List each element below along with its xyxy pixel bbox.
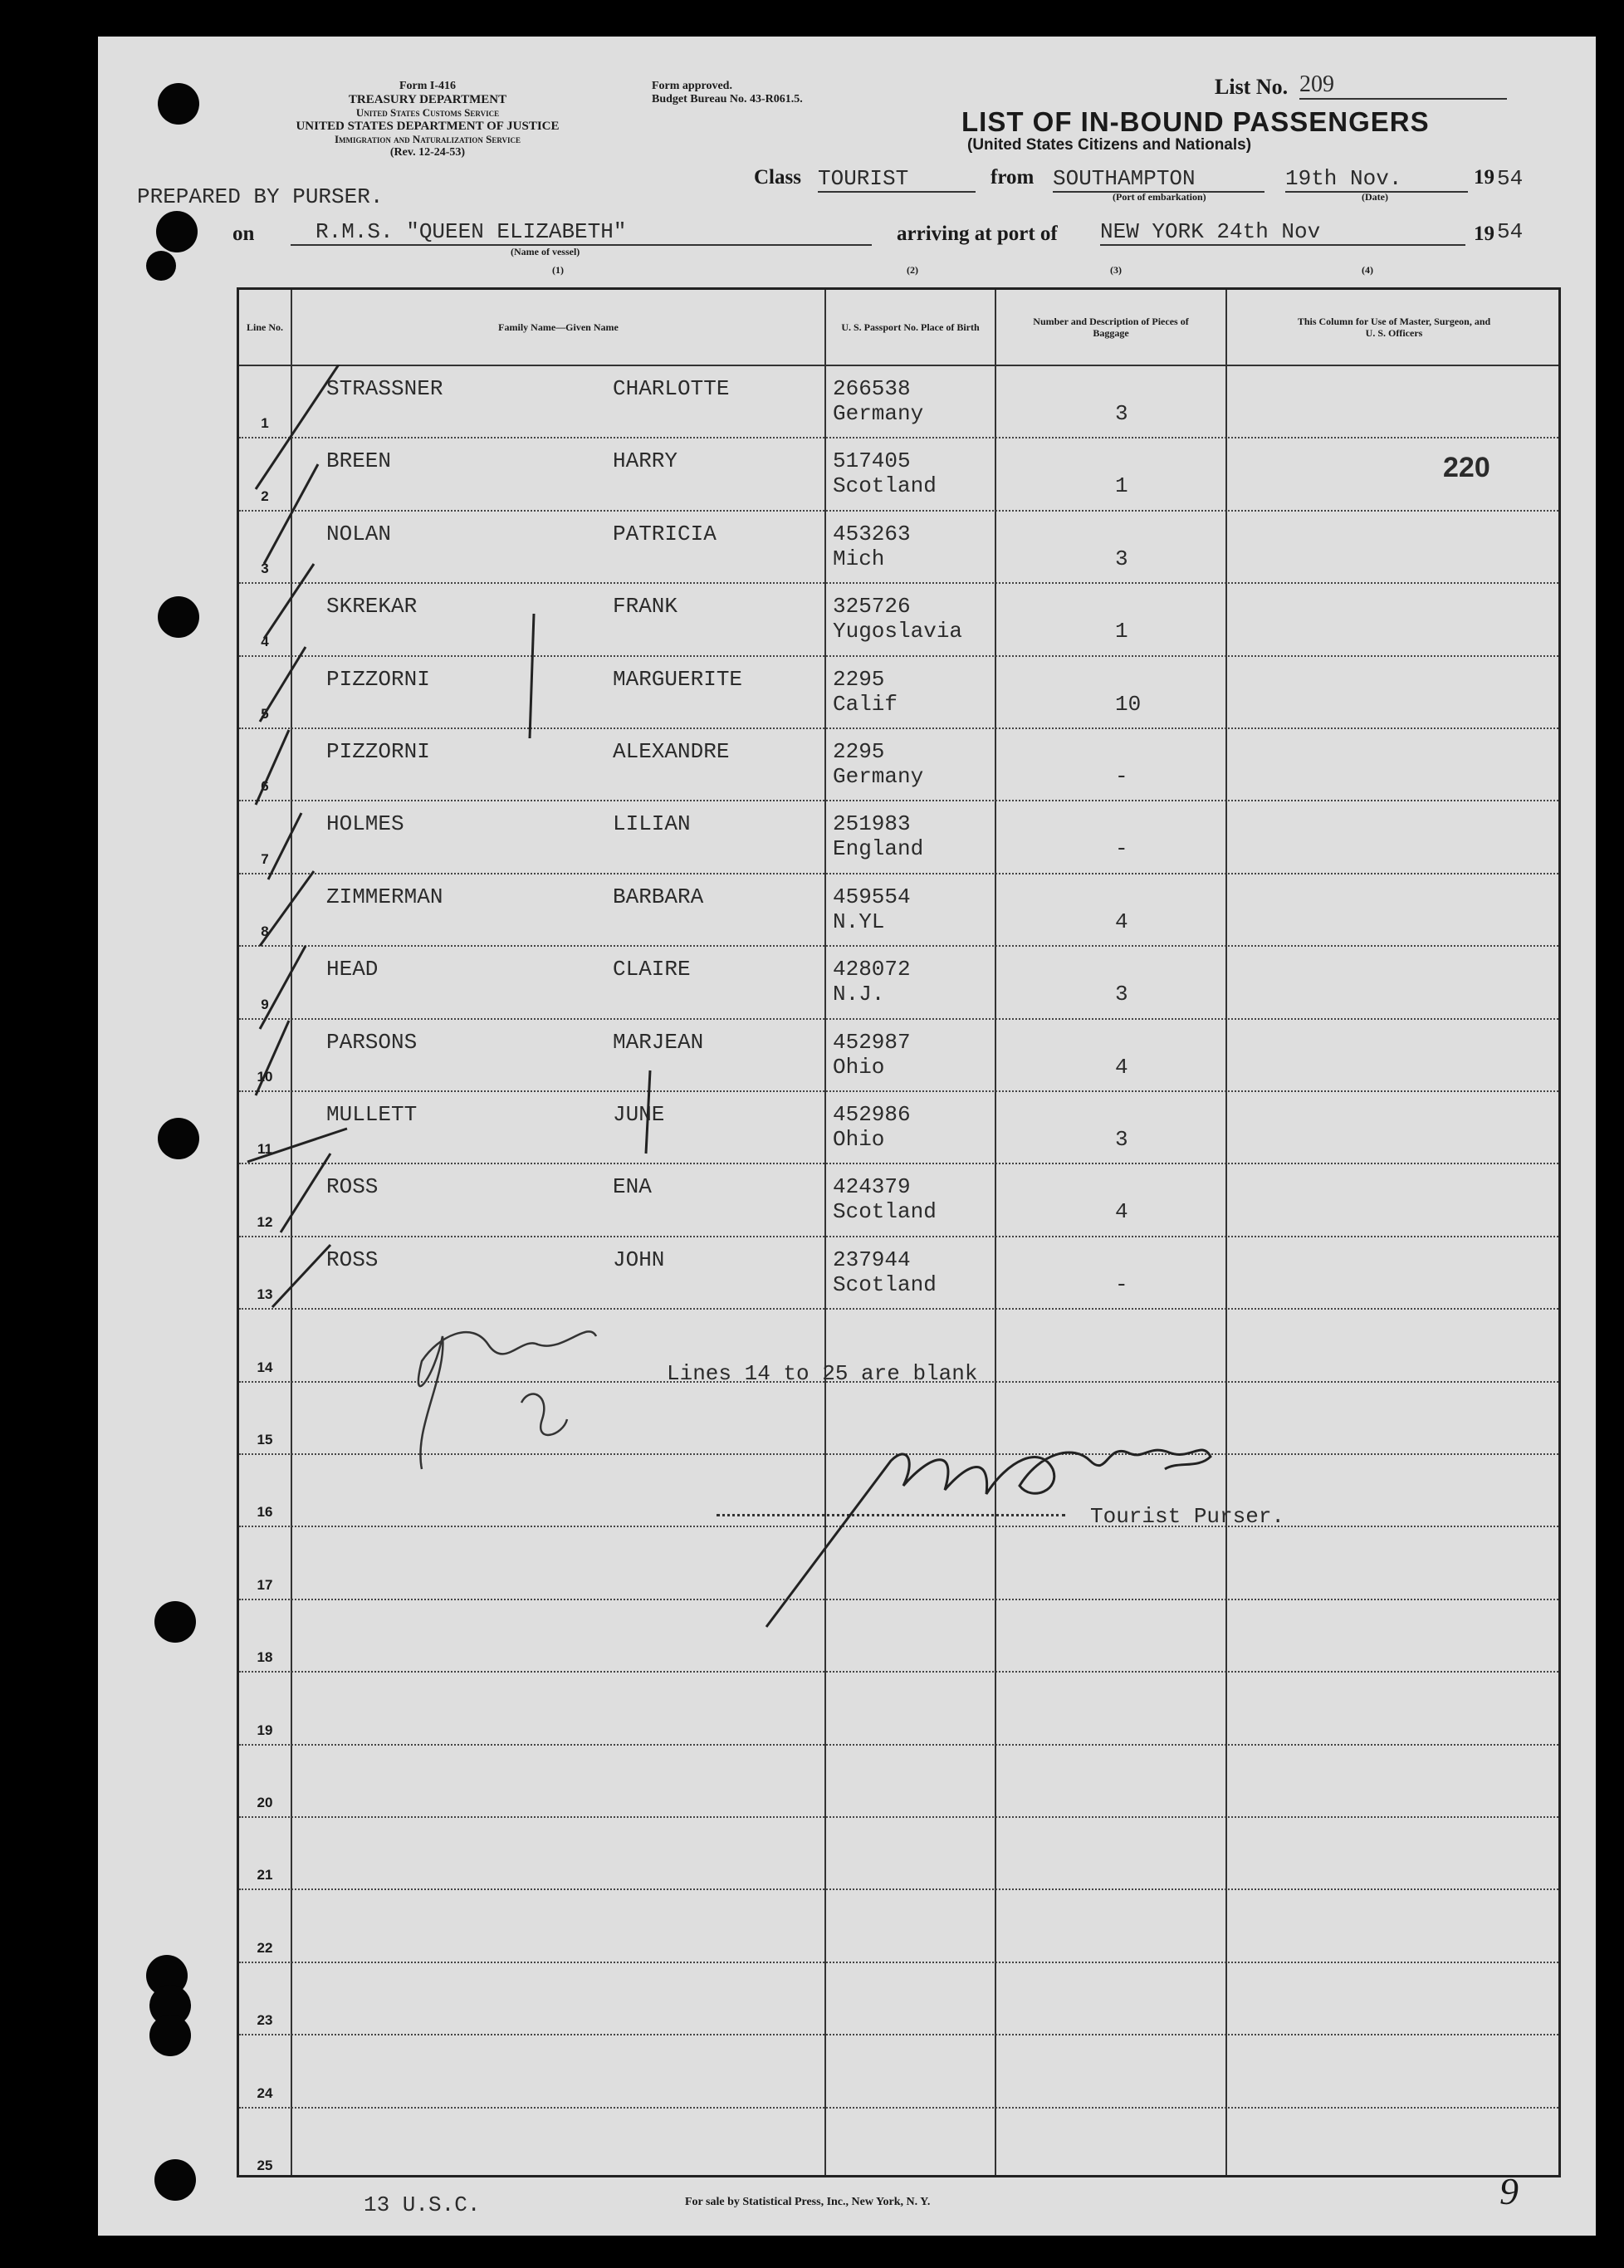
approval-block — [652, 80, 803, 106]
passport-number: 452986 — [833, 1102, 911, 1127]
line-number: 13 — [257, 1286, 273, 1303]
birthplace: Scotland — [833, 473, 937, 499]
department-justice: UNITED STATES DEPARTMENT OF JUSTICE — [296, 120, 560, 133]
birthplace: Germany — [833, 764, 924, 789]
family-name: NOLAN — [326, 521, 392, 546]
passport-number: 325726 — [833, 594, 911, 620]
passenger-table — [237, 287, 1561, 2177]
line-number: 2 — [261, 487, 269, 504]
line-number: 19 — [257, 1722, 273, 1738]
year-prefix: 19 — [1474, 166, 1494, 189]
line-number: 9 — [261, 996, 269, 1012]
birthplace: Scotland — [833, 1199, 937, 1225]
page-mark: 9 — [1499, 2170, 1519, 2212]
column-marker-4: (4) — [1362, 264, 1373, 276]
from-label: from — [991, 166, 1035, 189]
given-name: BARBARA — [613, 884, 704, 909]
baggage-count: 1 — [1115, 619, 1128, 644]
department-treasury-sub: United States Customs Service — [355, 106, 500, 119]
purser-signature — [758, 1411, 1223, 1635]
passport-number: 2295 — [833, 739, 885, 764]
punch-hole — [146, 251, 176, 281]
prepared-by-stamp: PREPARED BY PURSER. — [137, 184, 384, 209]
given-name: JUNE — [613, 1102, 665, 1127]
list-number-value: 209 — [1299, 71, 1507, 100]
officer-notation: 220 — [1443, 452, 1490, 484]
given-name: CHARLOTTE — [613, 376, 730, 401]
list-title: LIST OF IN-BOUND PASSENGERS — [961, 106, 1430, 137]
line-number: 10 — [257, 1069, 273, 1085]
birthplace: Calif — [833, 691, 898, 717]
given-name: ENA — [613, 1174, 652, 1200]
baggage-count: 3 — [1115, 982, 1128, 1007]
baggage-count: 10 — [1115, 691, 1142, 717]
header-passport-birthplace: U. S. Passport No. Place of Birth — [841, 321, 980, 333]
arrival-year-prefix: 19 — [1474, 223, 1494, 245]
line-number: 12 — [257, 1213, 273, 1230]
footer-printer: For sale by Statistical Press, Inc., New York, N. Y. — [685, 2196, 931, 2208]
form-number: Form I-416 — [399, 80, 457, 92]
line-number: 21 — [257, 1867, 273, 1883]
column-divider — [995, 290, 996, 2175]
vessel-caption: (Name of vessel) — [511, 246, 580, 257]
checkmarks-overlay — [239, 365, 986, 1361]
header-baggage: Number and Description of Pieces of Baggage — [1033, 316, 1189, 339]
passport-number: 251983 — [833, 811, 911, 837]
arrival-port: NEW YORK 24th Nov — [1100, 219, 1465, 246]
line-number: 16 — [257, 1504, 273, 1521]
port-of-embarkation: SOUTHAMPTON — [1053, 166, 1264, 193]
passport-number: 424379 — [833, 1174, 911, 1200]
row-divider — [239, 2034, 1558, 2035]
birthplace: Yugoslavia — [833, 619, 963, 644]
approval-line1: Form approved. — [652, 80, 732, 92]
punch-hole — [158, 596, 199, 638]
passport-number: 517405 — [833, 448, 911, 474]
row-divider — [239, 1671, 1558, 1673]
family-name: HEAD — [326, 957, 379, 982]
punch-hole — [149, 2015, 191, 2056]
baggage-count: 4 — [1115, 1054, 1128, 1080]
line-number: 23 — [257, 2012, 273, 2029]
baggage-count: - — [1115, 764, 1128, 789]
family-name: ROSS — [326, 1247, 379, 1272]
line-number: 17 — [257, 1576, 273, 1593]
given-name: JOHN — [613, 1247, 665, 1272]
birthplace: Ohio — [833, 1054, 885, 1080]
class-label: Class — [754, 166, 801, 189]
punch-hole — [154, 2159, 196, 2201]
passport-number: 2295 — [833, 666, 885, 692]
arrival-year-suffix: 54 — [1497, 219, 1524, 244]
passport-number: 266538 — [833, 376, 911, 401]
baggage-count: 1 — [1115, 473, 1128, 499]
column-marker-2: (2) — [907, 264, 918, 276]
birthplace: England — [833, 836, 924, 862]
line-number: 20 — [257, 1795, 273, 1810]
baggage-count: - — [1115, 836, 1128, 862]
line-number: 1 — [261, 415, 269, 432]
family-name: ZIMMERMAN — [326, 884, 443, 909]
birthplace: Germany — [833, 401, 924, 426]
passport-number: 459554 — [833, 884, 911, 909]
passport-number: 428072 — [833, 957, 911, 982]
given-name: MARGUERITE — [613, 666, 743, 692]
column-marker-3: (3) — [1110, 264, 1122, 276]
birthplace: Ohio — [833, 1127, 885, 1152]
passport-number: 237944 — [833, 1247, 911, 1272]
birthplace: N.J. — [833, 982, 885, 1007]
line-number: 24 — [257, 2084, 273, 2101]
baggage-count: 3 — [1115, 546, 1128, 571]
department-justice-sub: Immigration and Naturalization Service — [334, 133, 521, 145]
row-divider — [239, 1744, 1558, 1746]
passport-number: 452987 — [833, 1029, 911, 1055]
baggage-count: - — [1115, 1271, 1128, 1297]
given-name: FRANK — [613, 594, 678, 620]
vessel-name: R.M.S. "QUEEN ELIZABETH" — [291, 219, 872, 246]
form-identification-block — [237, 80, 619, 159]
punch-hole — [156, 211, 198, 252]
header-line-no: Line No. — [246, 321, 283, 333]
form-revision: (Rev. 12-24-53) — [389, 146, 466, 159]
arriving-label: arriving at port of — [897, 223, 1058, 245]
baggage-count: 4 — [1115, 909, 1128, 934]
line-number: 11 — [257, 1141, 272, 1158]
family-name: PIZZORNI — [326, 739, 430, 764]
punch-hole — [154, 1601, 196, 1643]
row-divider — [239, 1816, 1558, 1818]
family-name: ROSS — [326, 1174, 379, 1200]
date-caption: (Date) — [1362, 191, 1388, 203]
line-number: 22 — [257, 1939, 273, 1956]
line-number: 4 — [261, 633, 269, 649]
list-number-label: List No. — [1215, 75, 1289, 99]
birthplace: N.YL — [833, 909, 885, 934]
on-label: on — [232, 223, 255, 245]
column-marker-1: (1) — [552, 264, 564, 276]
given-name: PATRICIA — [613, 521, 717, 546]
list-subtitle: (United States Citizens and Nationals) — [967, 136, 1252, 154]
birthplace: Mich — [833, 546, 885, 571]
approval-line2: Budget Bureau No. 43-R061.5. — [652, 93, 803, 105]
line-number: 15 — [257, 1432, 273, 1448]
row-divider — [239, 1962, 1558, 1963]
footer-statute: 13 U.S.C. — [364, 2192, 481, 2217]
signature-title: Tourist Purser. — [1090, 1504, 1285, 1529]
punch-hole — [158, 83, 199, 125]
birthplace: Scotland — [833, 1271, 937, 1297]
line-number: 5 — [261, 706, 269, 722]
family-name: HOLMES — [326, 811, 404, 837]
header-family-given-name: Family Name—Given Name — [498, 321, 619, 333]
family-name: PIZZORNI — [326, 666, 430, 692]
row-divider — [239, 2107, 1558, 2109]
blank-lines-note: Lines 14 to 25 are blank — [667, 1361, 978, 1386]
port-caption: (Port of embarkation) — [1113, 191, 1206, 203]
baggage-count: 3 — [1115, 1127, 1128, 1152]
line-number: 3 — [261, 561, 269, 577]
family-name: BREEN — [326, 448, 392, 474]
baggage-count: 3 — [1115, 401, 1128, 426]
given-name: LILIAN — [613, 811, 691, 837]
column-divider — [1225, 290, 1227, 2175]
family-name: PARSONS — [326, 1029, 418, 1055]
given-name: ALEXANDRE — [613, 739, 730, 764]
given-name: CLAIRE — [613, 957, 691, 982]
line-number: 18 — [257, 1649, 273, 1666]
line-number: 6 — [261, 778, 269, 795]
passport-number: 453263 — [833, 521, 911, 546]
header-officers-use: This Column for Use of Master, Surgeon, and U. S. Officers — [1297, 316, 1491, 339]
line-number: 14 — [257, 1359, 273, 1375]
line-number: 7 — [261, 850, 269, 867]
line-number: 25 — [257, 2158, 273, 2173]
family-name: STRASSNER — [326, 376, 443, 401]
year-suffix: 54 — [1497, 166, 1524, 191]
line-number: 8 — [261, 923, 269, 940]
family-name: MULLETT — [326, 1102, 418, 1127]
punch-hole — [158, 1118, 199, 1159]
row-divider — [239, 1888, 1558, 1890]
given-name: HARRY — [613, 448, 678, 474]
given-name: MARJEAN — [613, 1029, 704, 1055]
baggage-count: 4 — [1115, 1199, 1128, 1225]
department-treasury: TREASURY DEPARTMENT — [348, 93, 507, 106]
family-name: SKREKAR — [326, 594, 418, 620]
class-value: TOURIST — [818, 166, 976, 193]
embarkation-date: 19th Nov. — [1285, 166, 1468, 193]
